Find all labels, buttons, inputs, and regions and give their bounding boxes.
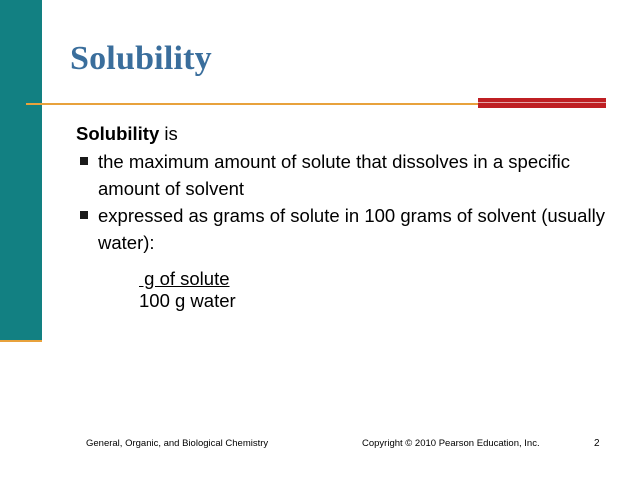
bullet-item	[76, 202, 608, 256]
footer-course-title: General, Organic, and Biological Chemistry	[86, 438, 269, 449]
fraction-numerator: g of solute	[139, 268, 230, 289]
square-bullet-icon	[80, 211, 88, 219]
footer-page-number: 2	[594, 438, 600, 449]
intro-term: Solubility	[76, 123, 160, 144]
fraction-denominator: 100 g water	[139, 290, 236, 311]
slide-body	[76, 120, 616, 256]
title-divider-line	[26, 103, 480, 105]
bullet-item	[76, 148, 608, 202]
fraction-expression	[139, 268, 236, 312]
footer-copyright: Copyright © 2010 Pearson Education, Inc.	[362, 438, 540, 449]
intro-rest: is	[159, 123, 178, 144]
bullet-text: the maximum amount of solute that dissolves in a specific amount of solvent	[98, 151, 570, 199]
square-bullet-icon	[80, 157, 88, 165]
side-bar-accent-line	[0, 340, 42, 342]
bullet-text: expressed as grams of solute in 100 grams of solvent (usually water):	[98, 205, 605, 253]
title-divider-red-block	[478, 98, 606, 108]
intro-line	[76, 120, 616, 147]
teal-side-bar	[0, 0, 42, 340]
red-block-stripe	[478, 102, 606, 103]
slide-title: Solubility	[70, 40, 212, 77]
